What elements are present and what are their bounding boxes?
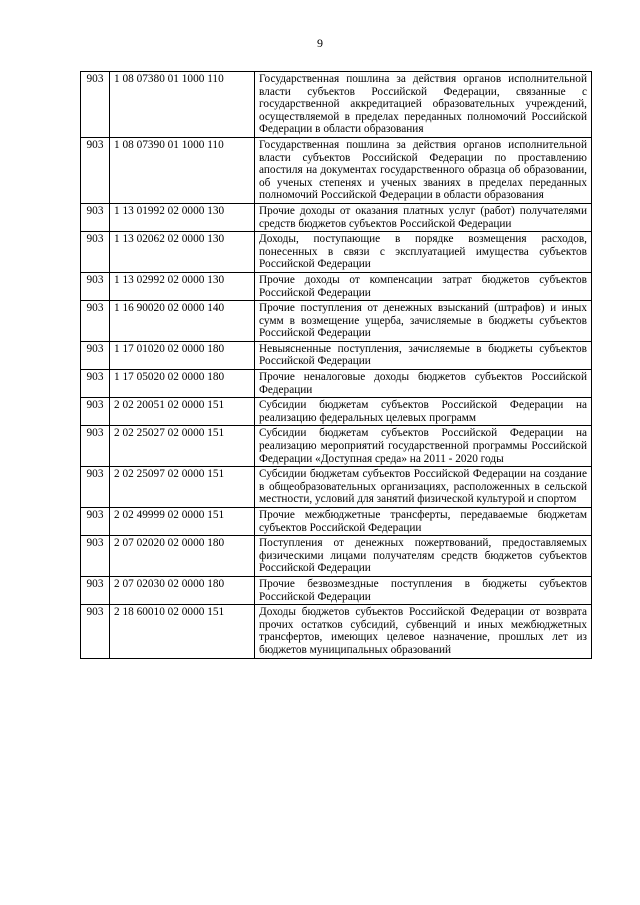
budget-classification-code-cell: 2 02 25027 02 0000 151	[110, 426, 255, 467]
revenue-name-cell: Субсидии бюджетам субъектов Российской Федерации на реализацию мероприятий государственной программы Российской Федерации «Доступная среда» на 2011 - 2020 годы	[255, 426, 592, 467]
table-row	[81, 536, 592, 577]
admin-code-cell: 903	[81, 398, 110, 426]
budget-classification-code-cell: 1 17 05020 02 0000 180	[110, 370, 255, 398]
revenue-name-cell: Доходы, поступающие в порядке возмещения расходов, понесенных в связи с эксплуатацией имущества субъектов Российской Федерации	[255, 232, 592, 273]
table-row	[81, 467, 592, 508]
admin-code-cell: 903	[81, 341, 110, 369]
revenue-name-cell: Государственная пошлина за действия органов исполнительной власти субъектов Российской Федерации, связанные с государственной аккредитацией образовательных учреждений, осуществляемой в пределах переданных полномочий Российской Федерации в области образования	[255, 72, 592, 138]
budget-classification-code-cell: 1 13 02992 02 0000 130	[110, 272, 255, 300]
revenue-name-cell: Прочие поступления от денежных взысканий (штрафов) и иных сумм в возмещение ущерба, зачисляемые в бюджеты субъектов Российской Федерации	[255, 301, 592, 342]
revenue-name-cell: Субсидии бюджетам субъектов Российской Федерации на реализацию федеральных целевых программ	[255, 398, 592, 426]
admin-code-cell: 903	[81, 426, 110, 467]
budget-classification-code-cell: 1 08 07390 01 1000 110	[110, 137, 255, 203]
admin-code-cell: 903	[81, 370, 110, 398]
budget-classification-code-cell: 2 07 02020 02 0000 180	[110, 536, 255, 577]
admin-code-cell: 903	[81, 605, 110, 658]
budget-classification-code-cell: 1 17 01020 02 0000 180	[110, 341, 255, 369]
table-row	[81, 508, 592, 536]
admin-code-cell: 903	[81, 203, 110, 231]
revenue-name-cell: Субсидии бюджетам субъектов Российской Федерации на создание в общеобразовательных организациях, расположенных в сельской местности, условий для занятий физической культурой и спортом	[255, 467, 592, 508]
revenue-name-cell: Невыясненные поступления, зачисляемые в бюджеты субъектов Российской Федерации	[255, 341, 592, 369]
admin-code-cell: 903	[81, 536, 110, 577]
admin-code-cell: 903	[81, 301, 110, 342]
revenue-name-cell: Государственная пошлина за действия органов исполнительной власти субъектов Российской Федерации по проставлению апостиля на документах государственного образца об образовании, об ученых степенях и ученых званиях в пределах переданных полномочий Российской Федерации в области образования	[255, 137, 592, 203]
admin-code-cell: 903	[81, 232, 110, 273]
revenue-name-cell: Поступления от денежных пожертвований, предоставляемых физическими лицами получателям средств бюджетов субъектов Российской Федерации	[255, 536, 592, 577]
table-body	[81, 72, 592, 659]
revenue-name-cell: Доходы бюджетов субъектов Российской Федерации от возврата прочих остатков субсидий, субвенций и иных межбюджетных трансфертов, имеющих целевое назначение, прошлых лет из бюджетов муниципальных образований	[255, 605, 592, 658]
budget-classification-code-cell: 2 02 20051 02 0000 151	[110, 398, 255, 426]
budget-classification-code-cell: 2 02 25097 02 0000 151	[110, 467, 255, 508]
budget-classification-code-cell: 1 16 90020 02 0000 140	[110, 301, 255, 342]
budget-classification-code-cell: 2 18 60010 02 0000 151	[110, 605, 255, 658]
table-row	[81, 605, 592, 658]
table-row	[81, 232, 592, 273]
table-row	[81, 370, 592, 398]
table-row	[81, 301, 592, 342]
budget-classification-code-cell: 2 07 02030 02 0000 180	[110, 576, 255, 604]
revenue-name-cell: Прочие безвозмездные поступления в бюджеты субъектов Российской Федерации	[255, 576, 592, 604]
revenue-name-cell: Прочие неналоговые доходы бюджетов субъектов Российской Федерации	[255, 370, 592, 398]
table-row	[81, 137, 592, 203]
page-number: 9	[317, 36, 323, 50]
budget-classification-code-cell: 1 08 07380 01 1000 110	[110, 72, 255, 138]
revenue-codes-table	[80, 71, 592, 659]
table-row	[81, 398, 592, 426]
admin-code-cell: 903	[81, 72, 110, 138]
table-row	[81, 576, 592, 604]
table-row	[81, 72, 592, 138]
table-row	[81, 203, 592, 231]
budget-classification-code-cell: 1 13 02062 02 0000 130	[110, 232, 255, 273]
table-row	[81, 272, 592, 300]
budget-classification-code-cell: 1 13 01992 02 0000 130	[110, 203, 255, 231]
table-row	[81, 341, 592, 369]
table-row	[81, 426, 592, 467]
admin-code-cell: 903	[81, 508, 110, 536]
admin-code-cell: 903	[81, 576, 110, 604]
budget-classification-code-cell: 2 02 49999 02 0000 151	[110, 508, 255, 536]
revenue-name-cell: Прочие доходы от оказания платных услуг (работ) получателями средств бюджетов субъектов Российской Федерации	[255, 203, 592, 231]
admin-code-cell: 903	[81, 467, 110, 508]
admin-code-cell: 903	[81, 137, 110, 203]
revenue-name-cell: Прочие межбюджетные трансферты, передаваемые бюджетам субъектов Российской Федерации	[255, 508, 592, 536]
revenue-name-cell: Прочие доходы от компенсации затрат бюджетов субъектов Российской Федерации	[255, 272, 592, 300]
admin-code-cell: 903	[81, 272, 110, 300]
